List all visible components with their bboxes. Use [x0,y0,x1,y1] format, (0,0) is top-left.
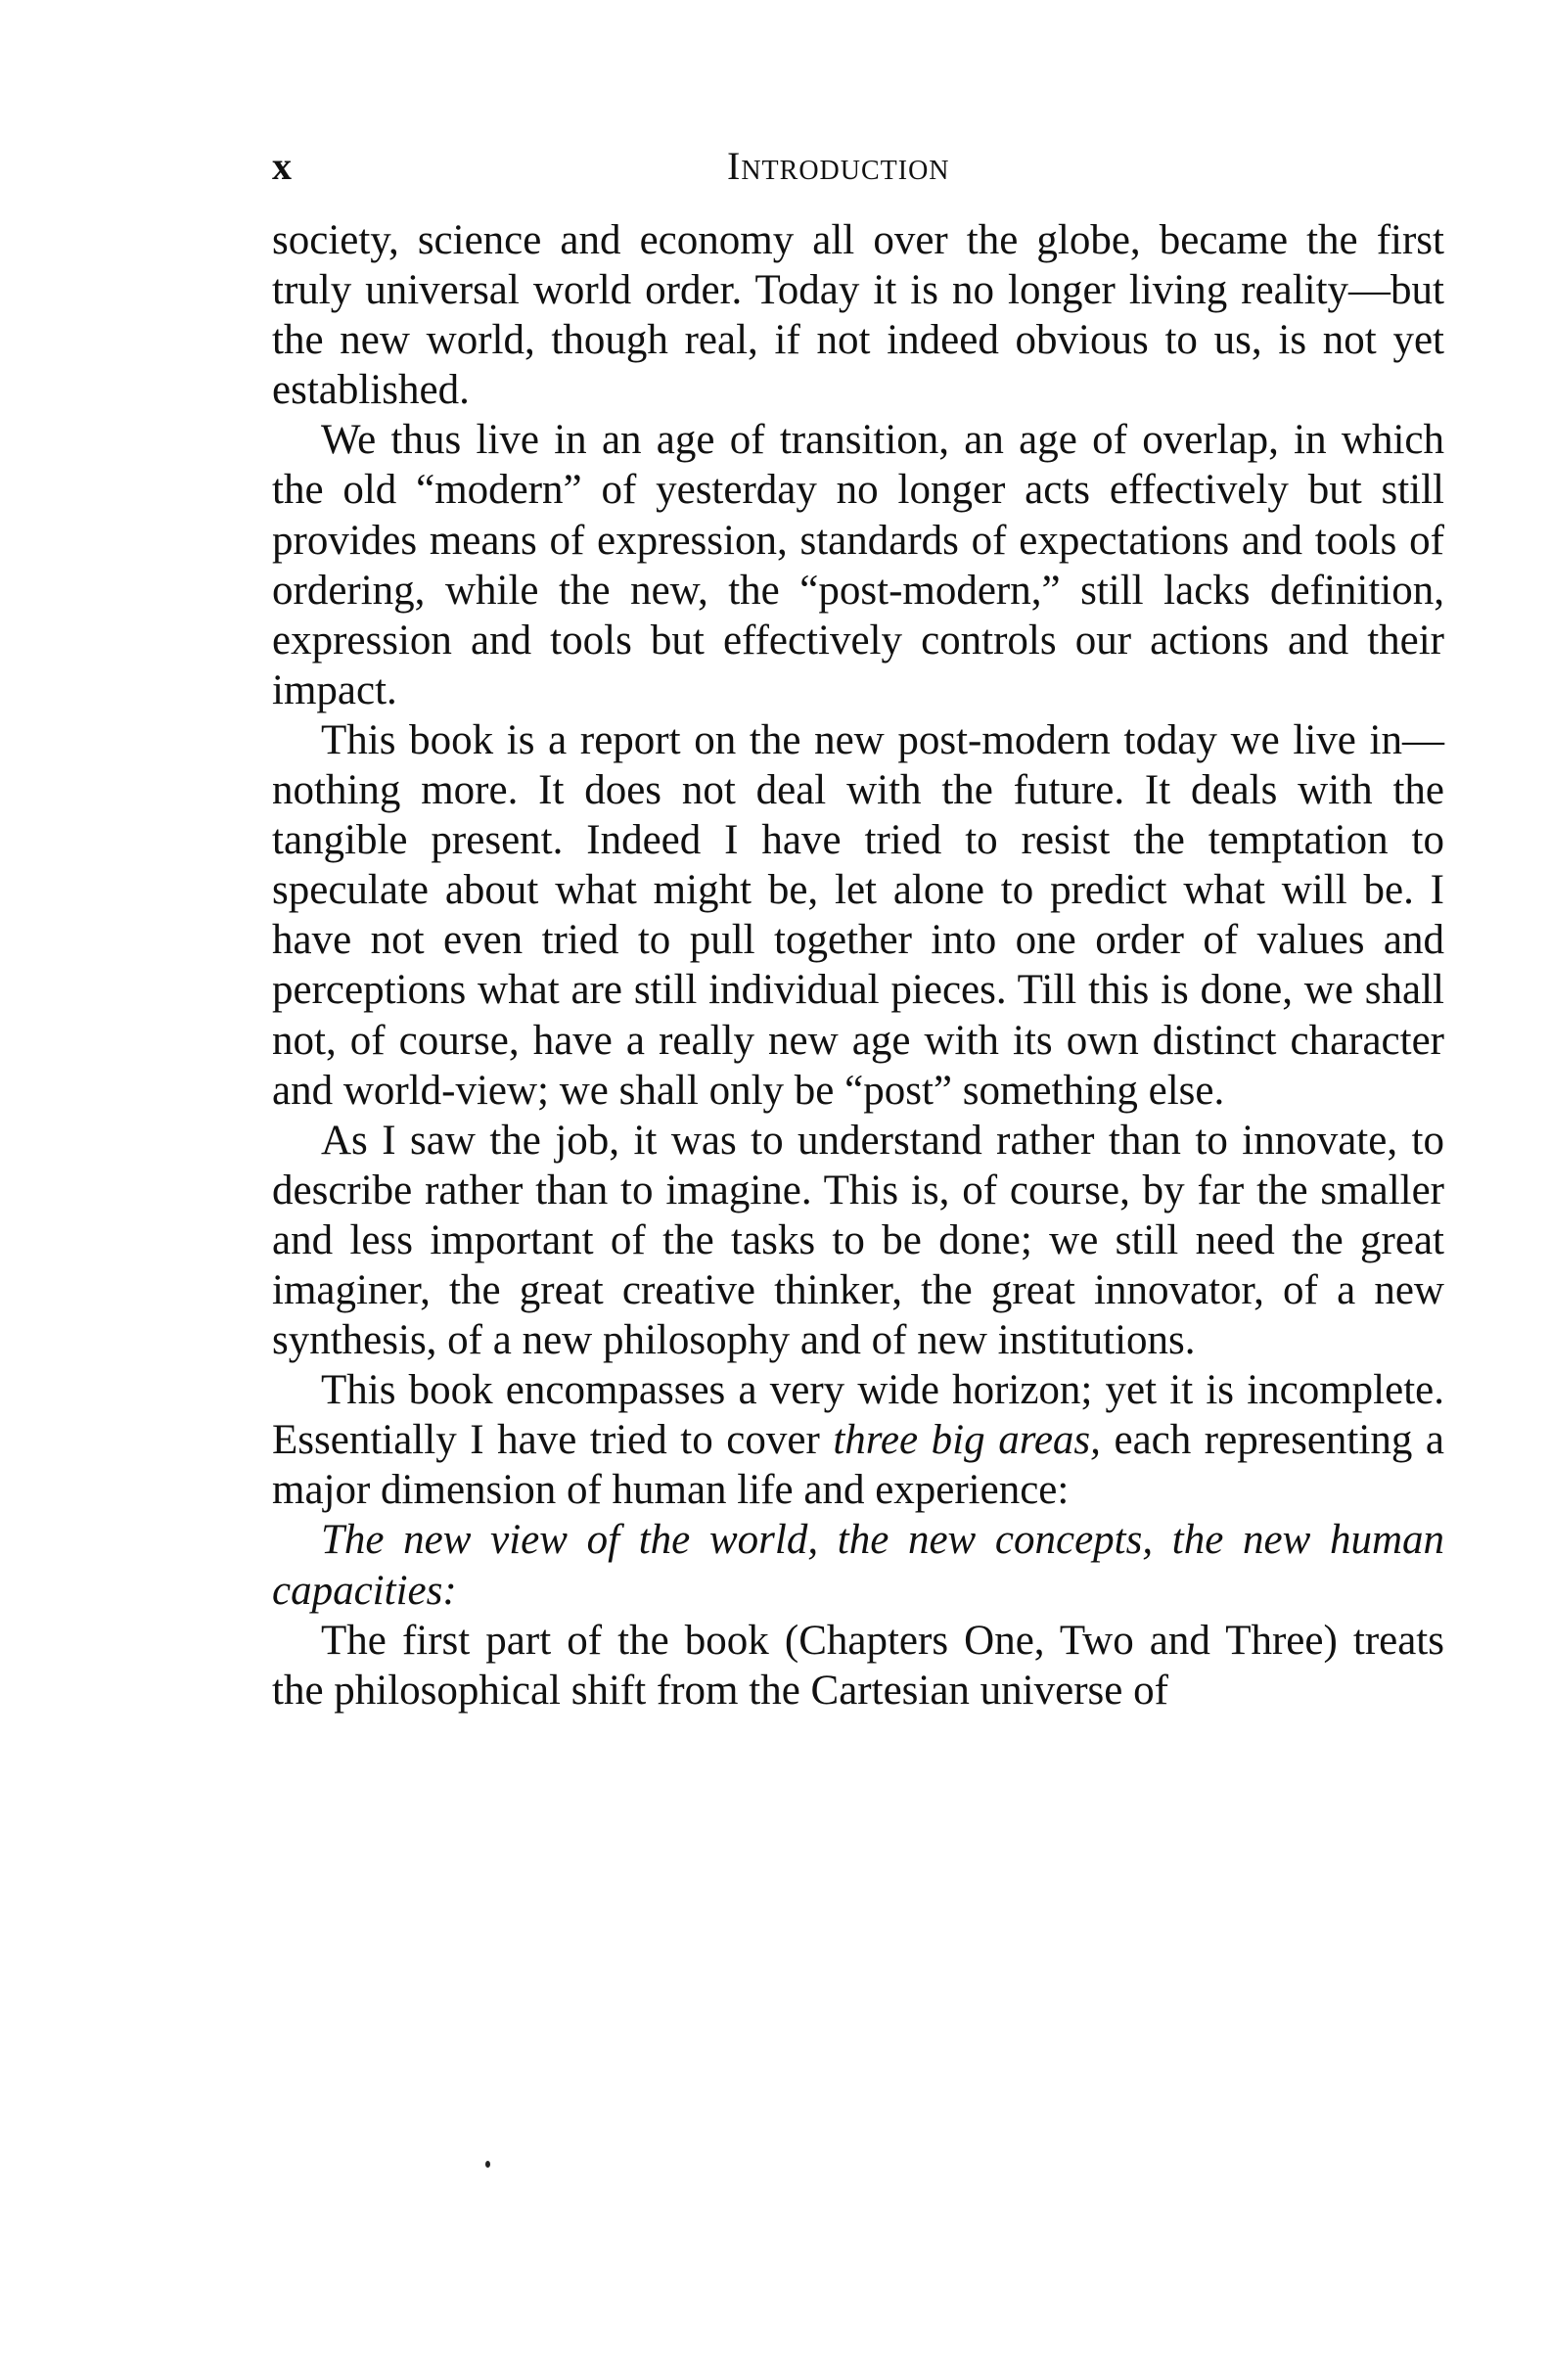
print-speck [485,2161,490,2168]
paragraph-1: society, science and economy all over the globe, became the first truly universal world order. Today it is no longer living reality—but the new world, though real, if not indeed obvious to us, is not yet established. [272,217,1444,414]
italic-subheading: The new view of the world, the new concepts, the new human capacities: [272,1517,1444,1614]
paragraph-6: The first part of the book (Chapters One, Two and Three) treats the philosophical shift from the Cartesian universe of [272,1617,1444,1714]
paragraph-5-text-before: This book encompasses a very wide horizon; yet it is incomplete. Essentially I have tried to cover [272,1367,1444,1464]
paragraph-5-text-after: each representing a major dimension of human life and experience: [272,1417,1444,1514]
paragraph-2: We thus live in an age of transition, an age of overlap, in which the old “modern” of yesterday no longer acts effectively but still provides means of expression, standards of expectations and tools of ordering, while the new, the “post-modern,” still lacks definition, expression and tools but effectively controls our actions and their impact. [272,417,1444,713]
paragraph-3: This book is a report on the new post-modern today we live in—nothing more. It does not deal with the future. It deals with the tangible present. Indeed I have tried to resist the temptation to speculate about what might be, let alone to predict what will be. I have not even tried to pull together into one order of values and perceptions what are still individual pieces. Till this is done, we shall not, of course, have a really new age with its own distinct character and world-view; we shall only be “post” something else. [272,716,1444,1114]
running-head: Introduction [727,144,950,188]
paragraph-5 [272,1365,1444,1515]
page-header [272,137,1446,196]
paragraph-4: As I saw the job, it was to understand rather than to innovate, to describe rather than to imagine. This is, of course, by far the smaller and less important of the tasks to be done; we still need the great imaginer, the great creative thinker, the great innovator, of a new synthesis, of a new philosophy and of new institutions. [272,1117,1444,1364]
body-text [272,215,1444,1716]
paragraph-5-italic-phrase: three big areas, [833,1417,1101,1464]
page-number: x [272,144,292,188]
